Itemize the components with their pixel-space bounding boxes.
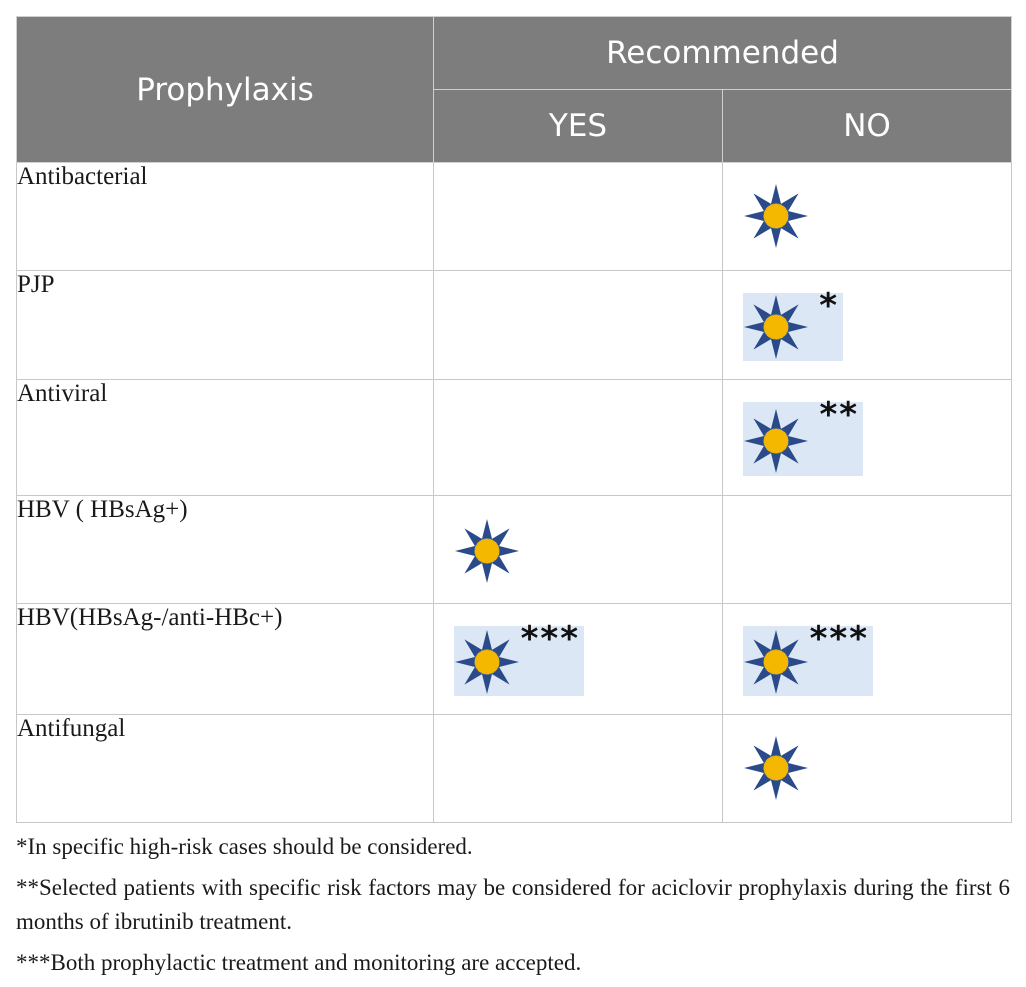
footnote-marker: ***	[809, 619, 869, 659]
footnote-marker: ***	[520, 619, 580, 659]
star-sun-icon	[743, 408, 809, 474]
recommendation-marker	[454, 518, 520, 584]
row-label: HBV(HBsAg-/anti-HBc+)	[17, 604, 434, 715]
row-label: Antibacterial	[17, 163, 434, 271]
no-cell	[723, 380, 1012, 496]
footnotes	[16, 830, 1010, 987]
yes-cell	[434, 163, 723, 271]
yes-cell	[434, 271, 723, 380]
table-row	[17, 604, 1012, 715]
recommendation-marker	[454, 619, 584, 696]
table-row	[17, 271, 1012, 380]
no-cell	[723, 496, 1012, 604]
table-row	[17, 163, 1012, 271]
yes-cell	[434, 604, 723, 715]
star-sun-icon	[454, 629, 520, 695]
star-sun-icon	[454, 518, 520, 584]
row-label: HBV ( HBsAg+)	[17, 496, 434, 604]
footnote-marker: *	[819, 286, 839, 326]
no-cell	[723, 163, 1012, 271]
header-prophylaxis: Prophylaxis	[17, 17, 434, 163]
header-recommended: Recommended	[434, 17, 1012, 90]
row-label: Antifungal	[17, 715, 434, 823]
recommendation-marker	[743, 735, 809, 801]
yes-cell	[434, 496, 723, 604]
footnote-2: **Selected patients with specific risk factors may be considered for aciclovir prophylaxis during the first 6 months of ibrutinib treatment.	[16, 875, 1010, 934]
yes-cell	[434, 380, 723, 496]
footnote-1: *In specific high-risk cases should be considered.	[16, 834, 473, 859]
recommendation-marker	[743, 619, 873, 696]
footnote-marker: **	[819, 395, 859, 435]
table-row	[17, 715, 1012, 823]
footnote-3: ***Both prophylactic treatment and monitoring are accepted.	[16, 950, 582, 975]
prophylaxis-table	[16, 16, 1012, 823]
row-label: Antiviral	[17, 380, 434, 496]
no-cell	[723, 271, 1012, 380]
table-row	[17, 496, 1012, 604]
no-cell	[723, 604, 1012, 715]
header-yes: YES	[434, 90, 723, 163]
yes-cell	[434, 715, 723, 823]
star-sun-icon	[743, 183, 809, 249]
row-label: PJP	[17, 271, 434, 380]
star-sun-icon	[743, 294, 809, 360]
table-row	[17, 380, 1012, 496]
star-sun-icon	[743, 735, 809, 801]
no-cell	[723, 715, 1012, 823]
recommendation-marker	[743, 183, 809, 249]
header-no: NO	[723, 90, 1012, 163]
star-sun-icon	[743, 629, 809, 695]
recommendation-marker	[743, 395, 863, 476]
recommendation-marker	[743, 286, 843, 361]
